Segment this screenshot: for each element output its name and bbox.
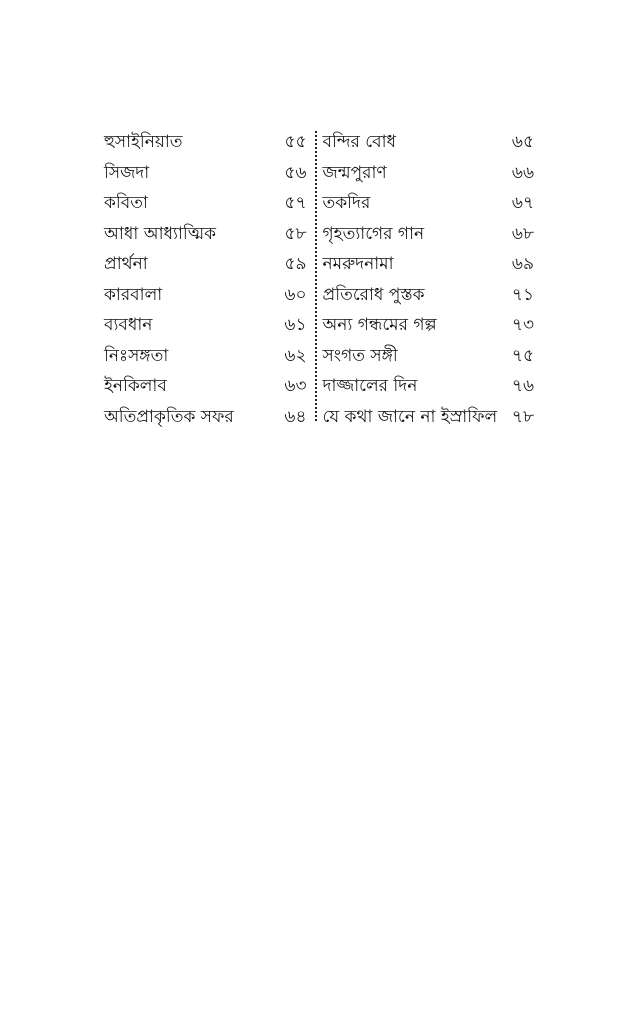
toc-entry [104, 219, 309, 250]
toc-entry [323, 188, 534, 219]
entry-title: ইনকিলাব [104, 376, 167, 397]
entry-title: ব্যবধান [104, 315, 153, 336]
entry-title: অতিপ্রাকৃতিক সফর [104, 406, 234, 427]
entry-title: দাজ্জালের দিন [322, 376, 418, 397]
toc-entry [104, 310, 309, 341]
entry-page-number: ৬২ [284, 345, 307, 366]
entry-page-number: ৫৬ [284, 162, 307, 183]
entry-page-number: ৫৯ [284, 254, 307, 275]
toc-entry [323, 249, 534, 280]
entry-page-number: ৭৬ [511, 376, 534, 397]
entry-page-number: ৬৩ [284, 376, 307, 397]
toc-entry [104, 127, 309, 158]
entry-title: তকদির [322, 193, 371, 214]
entry-page-number: ৬৮ [511, 223, 534, 244]
entry-title: যে কথা জানে না ইস্রাফিল [322, 406, 498, 427]
dotted-column-divider [315, 131, 317, 421]
entry-page-number: ৭৫ [511, 345, 534, 366]
entry-title: গৃহত্যাগের গান [322, 223, 425, 244]
entry-page-number: ৭৮ [511, 406, 534, 427]
entry-title: নিঃসঙ্গতা [104, 345, 169, 366]
entry-title: আধা আধ্যাত্মিক [104, 223, 217, 244]
entry-title: প্রতিরোধ পুস্তক [322, 284, 425, 305]
entry-title: বন্দির বোধ [322, 132, 397, 153]
entry-page-number: ৬৬ [511, 162, 534, 183]
entry-title: অন্য গন্ধমের গল্প [322, 315, 437, 336]
toc-entry [104, 341, 309, 372]
toc-entry [323, 341, 534, 372]
entry-page-number: ৬৪ [284, 406, 307, 427]
toc-entry [104, 402, 309, 433]
entry-page-number: ৭১ [511, 284, 534, 305]
entry-title: নমরুদনামা [322, 254, 394, 275]
entry-page-number: ৬১ [284, 315, 307, 336]
entry-page-number: ৭৩ [511, 315, 534, 336]
toc-entry [104, 249, 309, 280]
toc-entry [323, 310, 534, 341]
entry-title: সংগত সঙ্গী [322, 345, 398, 366]
entry-page-number: ৬৫ [511, 132, 534, 153]
entry-page-number: ৫৮ [284, 223, 307, 244]
toc-entry [323, 402, 534, 433]
entry-title: সিজদা [104, 162, 150, 183]
toc-entry [104, 371, 309, 402]
entry-title: জন্মপুরাণ [322, 162, 387, 183]
entry-page-number: ৬৭ [511, 193, 534, 214]
toc-entry [323, 219, 534, 250]
toc-entry [323, 127, 534, 158]
toc-entry [323, 280, 534, 311]
entry-title: কারবালা [104, 284, 163, 305]
table-of-contents [104, 127, 534, 432]
toc-entry [104, 188, 309, 219]
entry-title: প্রার্থনা [104, 254, 148, 275]
toc-left-column [104, 127, 309, 432]
toc-entry [104, 158, 309, 189]
toc-entry [323, 158, 534, 189]
entry-page-number: ৫৫ [284, 132, 307, 153]
entry-title: হুসাইনিয়াত [104, 132, 183, 153]
toc-entry [104, 280, 309, 311]
entry-page-number: ৫৭ [284, 193, 307, 214]
toc-right-column [323, 127, 534, 432]
toc-entry [323, 371, 534, 402]
entry-page-number: ৬০ [284, 284, 307, 305]
entry-page-number: ৬৯ [511, 254, 534, 275]
entry-title: কবিতা [104, 193, 148, 214]
